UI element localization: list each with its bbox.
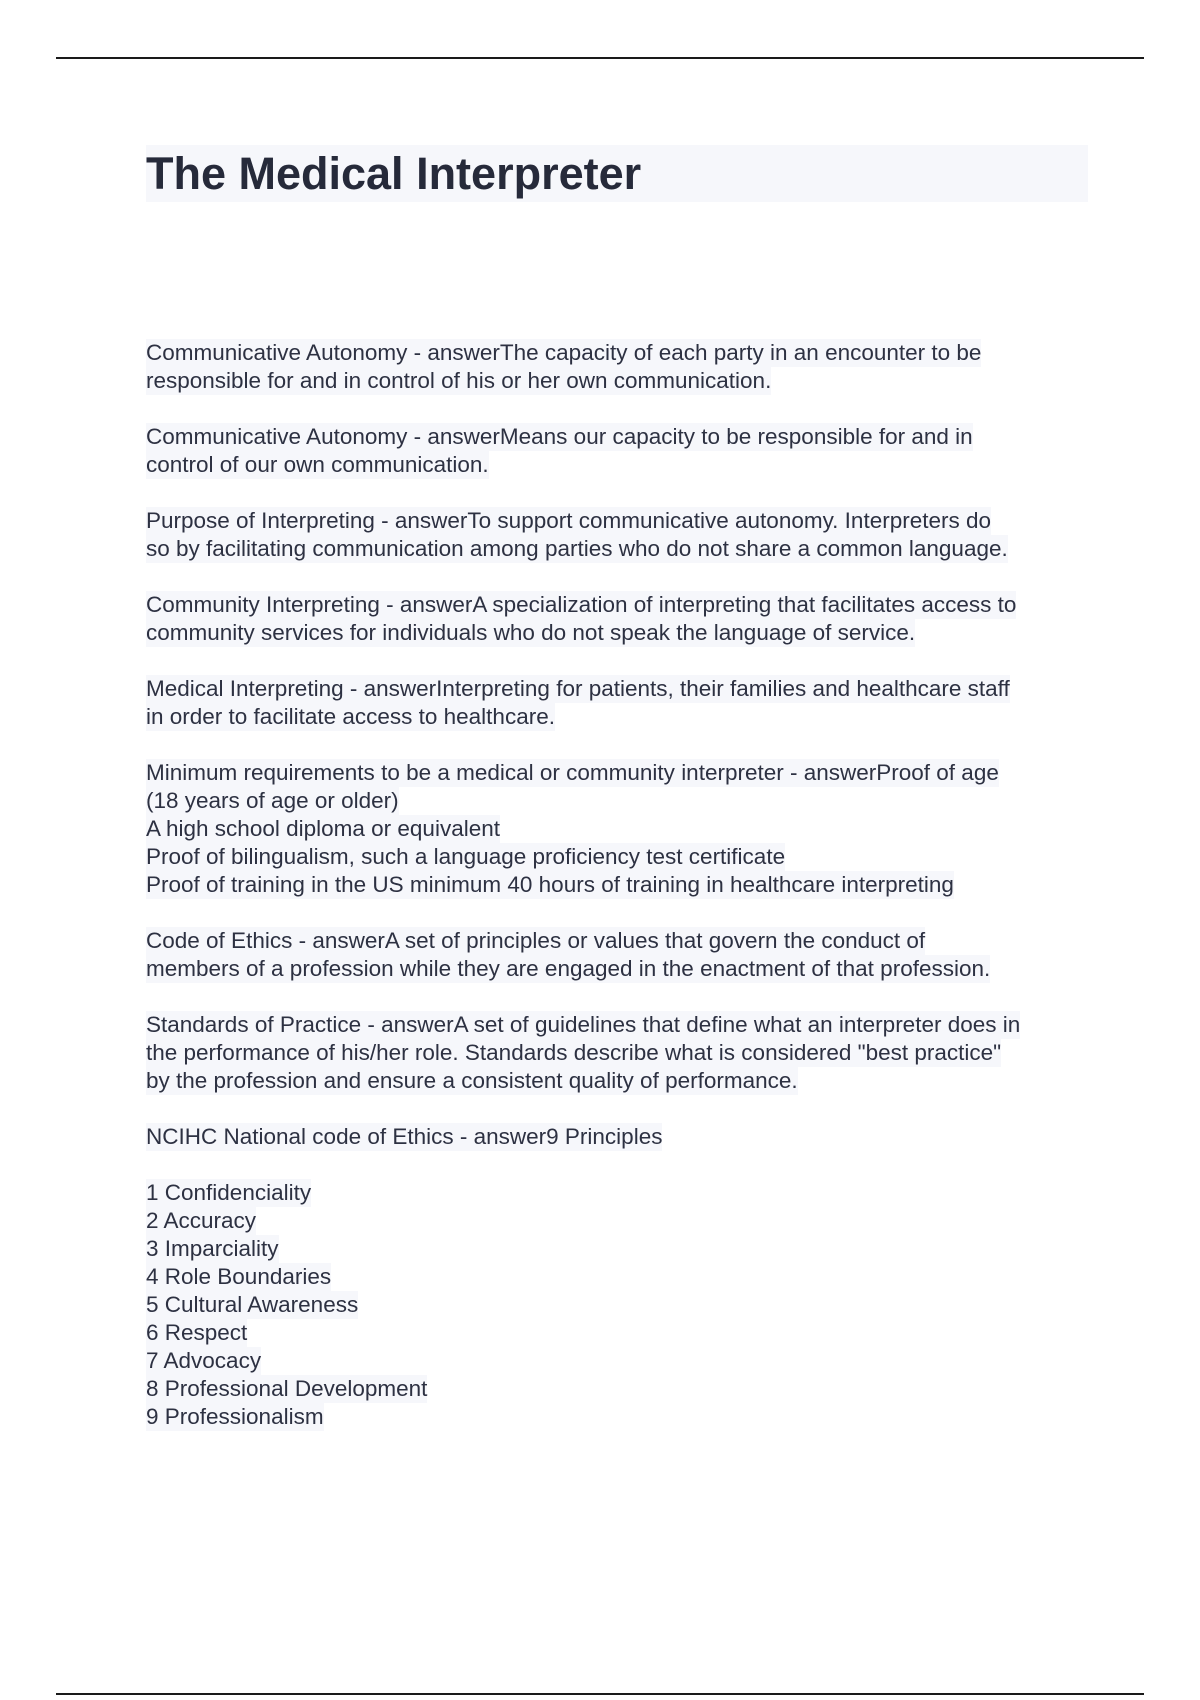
entry-standards-of-practice [146, 1011, 1096, 1095]
principle-item: 1 Confidenciality [146, 1180, 312, 1205]
entry-line: community services for individuals who do not speak the language of service. [146, 620, 916, 645]
entry-ncihc-code-of-ethics [146, 1123, 1096, 1151]
entry-line: members of a profession while they are engaged in the enactment of that profession. [146, 956, 991, 981]
entry-line: (18 years of age or older) [146, 788, 399, 813]
entry-line: by the profession and ensure a consistent quality of performance. [146, 1068, 798, 1093]
entry-line: Communicative Autonomy - answerThe capacity of each party in an encounter to be [146, 340, 982, 365]
entry-line: control of our own communication. [146, 452, 489, 477]
principle-item: 3 Imparciality [146, 1236, 279, 1261]
entry-line: Code of Ethics - answerA set of principles or values that govern the conduct of [146, 928, 926, 953]
entry-purpose-of-interpreting [146, 507, 1096, 563]
principle-item: 2 Accuracy [146, 1208, 257, 1233]
principle-item: 8 Professional Development [146, 1376, 428, 1401]
document-body [146, 339, 1096, 1431]
entry-medical-interpreting [146, 675, 1096, 731]
document-title: The Medical Interpreter [146, 145, 1088, 202]
entry-communicative-autonomy-1 [146, 339, 1096, 395]
entry-line: Community Interpreting - answerA specialization of interpreting that facilitates access to [146, 592, 1017, 617]
principle-item: 9 Professionalism [146, 1404, 324, 1429]
entry-line: the performance of his/her role. Standards describe what is considered "best practice" [146, 1040, 1002, 1065]
entry-line: responsible for and in control of his or her own communication. [146, 368, 772, 393]
entry-code-of-ethics [146, 927, 1096, 983]
entry-line: Proof of training in the US minimum 40 hours of training in healthcare interpreting [146, 872, 954, 897]
entry-communicative-autonomy-2 [146, 423, 1096, 479]
entry-minimum-requirements [146, 759, 1096, 899]
entry-line: Communicative Autonomy - answerMeans our capacity to be responsible for and in [146, 424, 973, 449]
principle-item: 6 Respect [146, 1320, 248, 1345]
entry-community-interpreting [146, 591, 1096, 647]
principle-item: 7 Advocacy [146, 1348, 262, 1373]
entry-line: Minimum requirements to be a medical or community interpreter - answerProof of age [146, 760, 999, 785]
top-divider [56, 57, 1144, 59]
entry-line: in order to facilitate access to healthcare. [146, 704, 555, 729]
entry-line: Medical Interpreting - answerInterpreting for patients, their families and healthcare staff [146, 676, 1010, 701]
principle-item: 5 Cultural Awareness [146, 1292, 359, 1317]
entry-line: Proof of bilingualism, such a language proficiency test certificate [146, 844, 786, 869]
entry-line: Standards of Practice - answerA set of guidelines that define what an interpreter does in [146, 1012, 1021, 1037]
entry-line: so by facilitating communication among parties who do not share a common language. [146, 536, 1008, 561]
entry-line: A high school diploma or equivalent [146, 816, 500, 841]
principle-item: 4 Role Boundaries [146, 1264, 332, 1289]
principles-list [146, 1179, 1096, 1431]
entry-line: Purpose of Interpreting - answerTo support communicative autonomy. Interpreters do [146, 508, 992, 533]
bottom-divider [56, 1693, 1144, 1695]
entry-line: NCIHC National code of Ethics - answer9 Principles [146, 1124, 663, 1149]
